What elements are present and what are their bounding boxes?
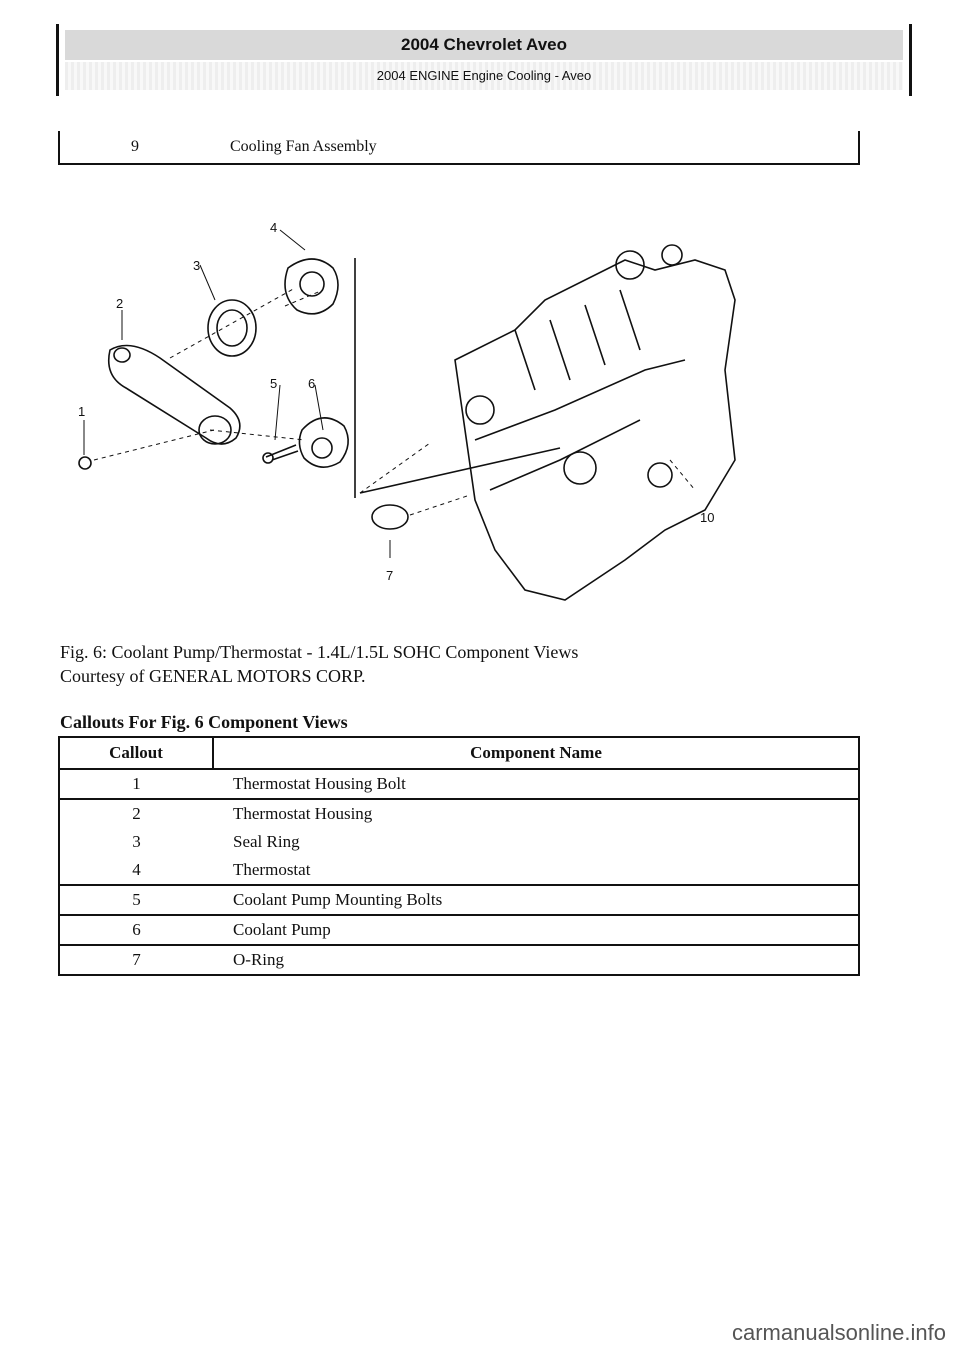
figure-label: 1 [78,404,86,419]
figure-label: 2 [116,296,124,311]
component-name: Coolant Pump [213,915,859,945]
figure-label: 5 [270,376,278,391]
table-row [59,131,859,164]
component-name: Seal Ring [213,828,859,856]
header-title: 2004 Chevrolet Aveo [65,30,903,60]
header-callout: Callout [59,737,213,769]
callout-number: 3 [59,828,213,856]
table-row [59,828,859,856]
callout-number: 2 [59,799,213,828]
continued-table [58,131,860,165]
engine-component-figure [60,210,740,610]
component-name: Thermostat [213,856,859,885]
figure-label: 10 [700,510,715,525]
callout-number: 7 [59,945,213,975]
header-component-name: Component Name [213,737,859,769]
callout-number: 4 [59,856,213,885]
figure-label: 6 [308,376,316,391]
table-row [59,799,859,828]
table-row [59,856,859,885]
callout-number: 9 [59,131,210,164]
callouts-table [58,736,860,976]
header-subtitle: 2004 ENGINE Engine Cooling - Aveo [65,62,903,90]
table-row [59,769,859,799]
figure-label: 4 [270,220,278,235]
component-name: Coolant Pump Mounting Bolts [213,885,859,915]
table-header-row [59,737,859,769]
figure-caption [60,640,578,688]
component-name: Thermostat Housing Bolt [213,769,859,799]
callout-number: 1 [59,769,213,799]
watermark: carmanualsonline.info [731,1320,946,1345]
figure-label: 3 [193,258,201,273]
page-header [56,24,912,96]
component-name: Thermostat Housing [213,799,859,828]
table-row [59,945,859,975]
callouts-title: Callouts For Fig. 6 Component Views [60,712,348,732]
component-name: Cooling Fan Assembly [210,131,859,164]
callout-number: 5 [59,885,213,915]
table-row [59,885,859,915]
component-name: O-Ring [213,945,859,975]
caption-credit: Courtesy of GENERAL MOTORS CORP. [60,666,366,686]
caption-title: Fig. 6: Coolant Pump/Thermostat - 1.4L/1.5L SOHC Component Views [60,642,579,662]
figure-label: 7 [386,568,394,583]
table-row [59,915,859,945]
callout-number: 6 [59,915,213,945]
